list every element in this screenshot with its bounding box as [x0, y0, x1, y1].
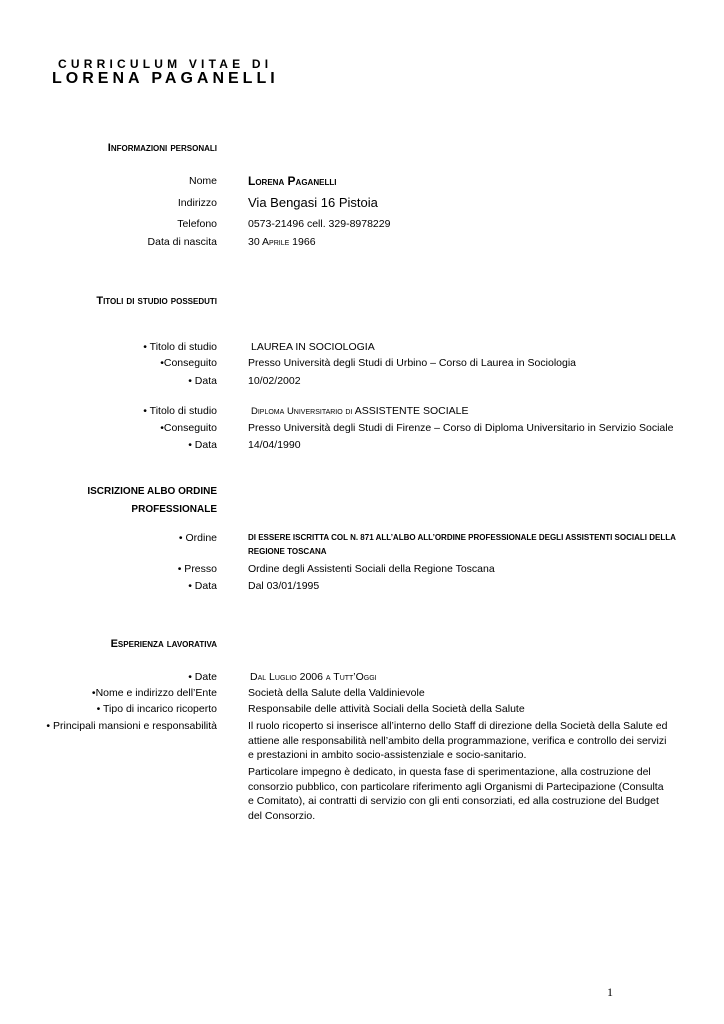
- value-titolo-studio-2-prefix: Diploma Universitario di: [251, 406, 353, 417]
- section-title-registry-line2: PROFESSIONALE: [131, 504, 217, 515]
- cv-label: CURRICULUM VITAE DI: [58, 57, 273, 71]
- value-titolo-studio-1: LAUREA IN SOCIOLOGIA: [251, 341, 375, 353]
- value-conseguito-1: Presso Università degli Studi di Urbino – Corso di Laurea in Sociologia: [248, 357, 577, 369]
- value-presso: Ordine degli Assistenti Sociali della Regione Toscana: [248, 563, 495, 575]
- value-nome: Lorena Paganelli: [248, 174, 337, 188]
- label-date: • Date: [188, 671, 217, 683]
- value-data-1: 10/02/2002: [248, 375, 301, 387]
- value-titolo-studio-2-main: ASSISTENTE SOCIALE: [354, 405, 469, 417]
- label-nome: Nome: [188, 175, 217, 187]
- section-title-education: Titoli di studio posseduti: [96, 295, 217, 307]
- section-title-personal: Informazioni personali: [107, 142, 217, 154]
- value-conseguito-2: Presso Università degli Studi di Firenze – Corso di Diploma Universitario in Servizio Sociale: [248, 422, 674, 434]
- section-title-registry-line1: ISCRIZIONE ALBO ORDINE: [87, 486, 217, 497]
- label-titolo-studio-1: • Titolo di studio: [143, 341, 217, 353]
- value-telefono: 0573-21496 cell. 329-8978229: [248, 218, 391, 230]
- value-date: Dal Luglio 2006 a Tutt’Oggi: [250, 671, 377, 683]
- label-ordine: • Ordine: [178, 532, 217, 544]
- label-data-2: • Data: [188, 439, 217, 451]
- value-mansioni-paragraph-1: Il ruolo ricoperto si inserisce all’interno dello Staff di direzione della Società della Salute ed attiene alle responsabilità nell’ambito della programmazione, verifica e controllo dei servizi e prestazioni in ambito socio-assistenziale e socio-sanitario.: [248, 720, 668, 761]
- section-title-registry: [87, 483, 217, 519]
- label-data-nascita: Data di nascita: [147, 236, 217, 248]
- label-conseguito-2: •Conseguito: [160, 422, 217, 434]
- cv-owner-name: LORENA PAGANELLI: [52, 70, 279, 87]
- value-indirizzo: Via Bengasi 16 Pistoia: [248, 195, 378, 210]
- value-tipo-incarico: Responsabile delle attività Sociali della Società della Salute: [248, 703, 525, 715]
- label-mansioni: • Principali mansioni e responsabilità: [46, 720, 217, 732]
- value-mansioni-paragraph-2: Particolare impegno è dedicato, in questa fase di sperimentazione, alla costruzione del consorzio pubblico, con particolare riferimento agli Organismi di Partecipazione (Consulta e Comitato), ai contratti di servizio con gli enti consorziati, ed alla costruzione del Budget del Consorzio.: [248, 766, 664, 822]
- label-telefono: Telefono: [177, 218, 217, 230]
- value-data-iscrizione: Dal 03/01/1995: [248, 580, 320, 592]
- value-data-nascita: 30 Aprile 1966: [248, 236, 316, 248]
- value-titolo-studio-2: [251, 404, 468, 419]
- section-title-experience: Esperienza lavorativa: [110, 638, 217, 650]
- label-titolo-studio-2: • Titolo di studio: [143, 405, 217, 417]
- label-tipo-incarico: • Tipo di incarico ricoperto: [96, 703, 217, 715]
- label-indirizzo: Indirizzo: [177, 197, 217, 209]
- label-data-iscrizione: • Data: [188, 580, 217, 592]
- label-data-1: • Data: [188, 375, 217, 387]
- value-ente: Società della Salute della Valdinievole: [248, 687, 425, 699]
- label-conseguito-1: •Conseguito: [160, 357, 217, 369]
- label-ente: •Nome e indirizzo dell’Ente: [91, 687, 217, 699]
- page-number: 1: [607, 985, 613, 999]
- value-ordine: DI ESSERE ISCRITTA COL N. 871 ALL’ALBO ALL’ORDINE PROFESSIONALE DEGLI ASSISTENTI SOCIALI DELLA REGIONE TOSCANA: [248, 533, 676, 556]
- value-data-2: 14/04/1990: [248, 439, 301, 451]
- label-presso: • Presso: [177, 563, 217, 575]
